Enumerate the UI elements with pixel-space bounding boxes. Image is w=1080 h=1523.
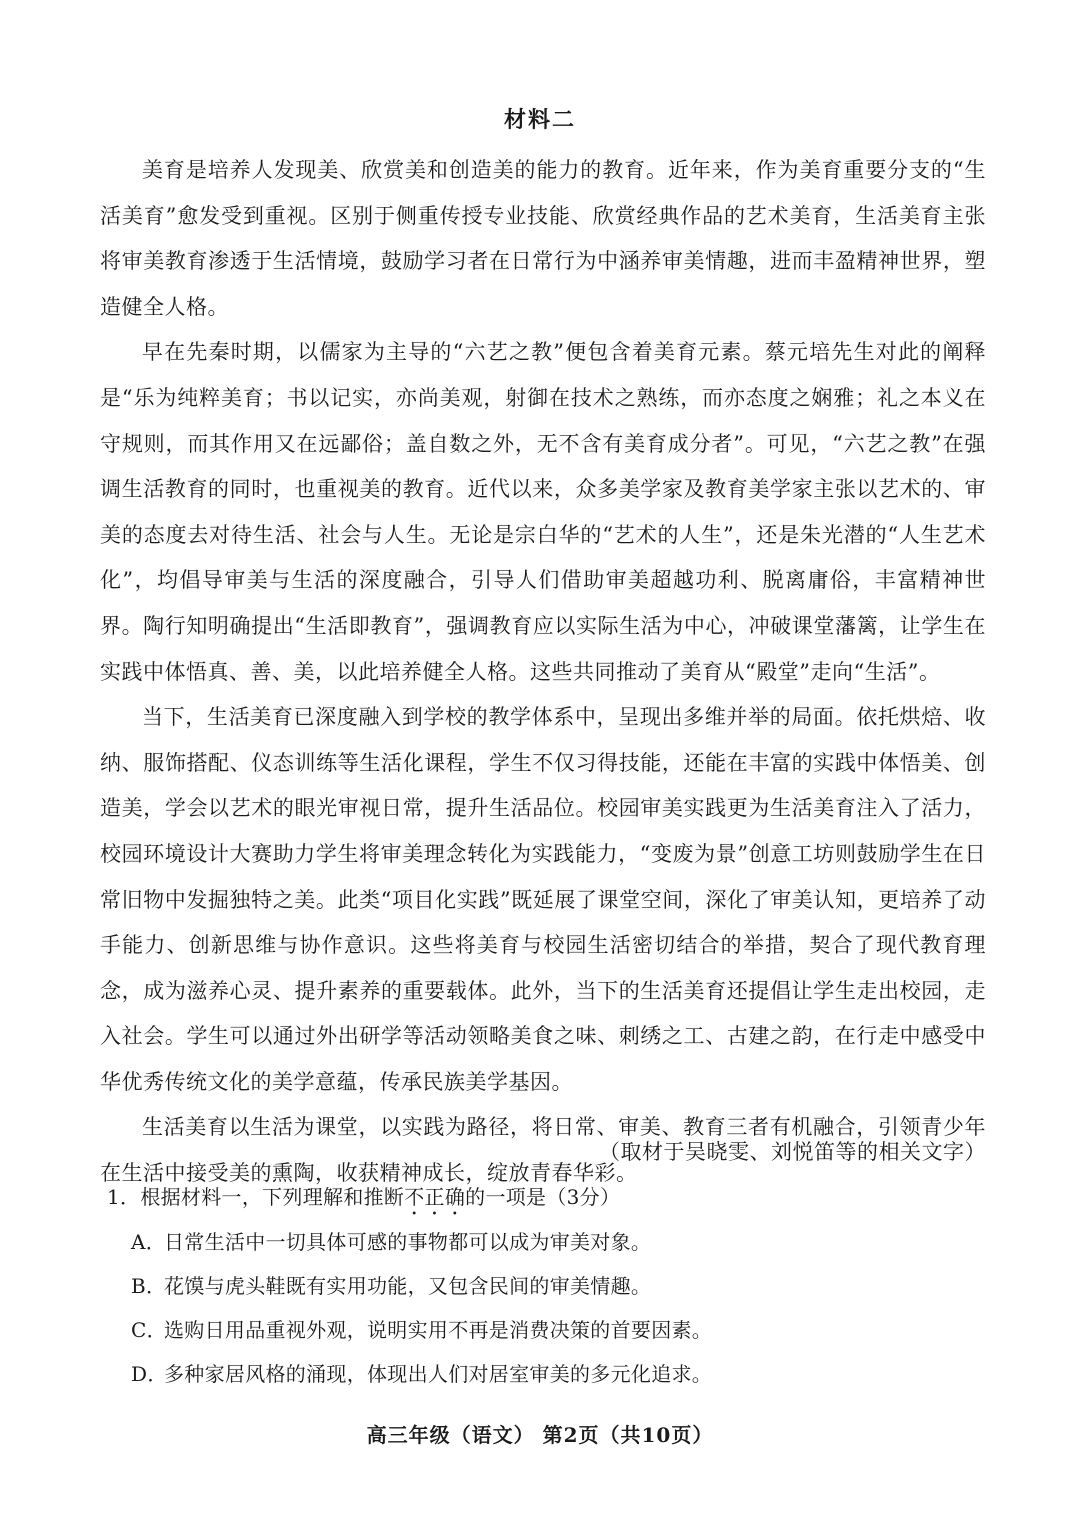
question-emphasis: 不正确: [404, 1185, 466, 1209]
option-b: [131, 1270, 651, 1299]
question-suffix: 的一项是（3分）: [465, 1185, 621, 1209]
option-text: 花馍与虎头鞋既有实用功能，又包含民间的审美情趣。: [164, 1274, 652, 1298]
option-c: [131, 1314, 712, 1343]
passage-body: [100, 148, 986, 1197]
page-footer: 高三年级（语文） 第2页（共10页）: [366, 1423, 714, 1447]
passage-paragraph: 当下，生活美育已深度融入到学校的教学体系中，呈现出多维并举的局面。依托烘焙、收纳、服饰搭配、仪态训练等生活化课程，学生不仅习得技能，还能在丰富的实践中体悟美、创造美，学会以艺术的眼光审视日常，提升生活品位。校园审美实践更为生活美育注入了活力，校园环境设计大赛助力学生将审美理念转化为实践能力，“变废为景”创意工坊则鼓励学生在日常旧物中发掘独特之美。此类“项目化实践”既延展了课堂空间，深化了审美认知，更培养了动手能力、创新思维与协作意识。这些将美育与校园生活密切结合的举措，契合了现代教育理念，成为滋养心灵、提升素养的重要载体。此外，当下的生活美育还提倡让学生走出校园，走入社会。学生可以通过外出研学等活动领略美食之味、刺绣之工、古建之韵，在行走中感受中华优秀传统文化的美学意蕴，传承民族美学基因。: [100, 705, 986, 1094]
question-prefix: 1．根据材料一，下列理解和推断: [107, 1185, 405, 1209]
passage-paragraph: 生活美育以生活为课堂，以实践为路径，将日常、审美、教育三者有机融合，引领青少年在生活中接受美的熏陶，收获精神成长，绽放青春华彩。: [100, 1115, 986, 1186]
passage-paragraph: 早在先秦时期，以儒家为主导的“六艺之教”便包含着美育元素。蔡元培先生对此的阐释是“乐为纯粹美育；书以记实，亦尚美观，射御在技术之熟练，而亦态度之娴雅；礼之本义在守规则，而其作用又在远鄙俗；盖自数之外，无不含有美育成分者”。可见，“六艺之教”在强调生活教育的同时，也重视美的教育。近代以来，众多美学家及教育美学家主张以艺术的、审美的态度去对待生活、社会与人生。无论是宗白华的“艺术的人生”，还是朱光潜的“人生艺术化”，均倡导审美与生活的深度融合，引导人们借助审美超越功利、脱离庸俗，丰富精神世界。陶行知明确提出“生活即教育”，强调教育应以实际生活为中心，冲破课堂藩篱，让学生在实践中体悟真、善、美，以此培养健全人格。这些共同推动了美育从“殿堂”走向“生活”。: [100, 340, 986, 684]
option-text: 多种家居风格的涌现，体现出人们对居室审美的多元化追求。: [164, 1362, 713, 1386]
option-letter: D．: [131, 1362, 168, 1386]
option-a: [131, 1226, 651, 1255]
option-letter: A．: [131, 1230, 167, 1254]
source-citation: （取材于吴晓雯、刘悦笛等的相关文字）: [599, 1140, 986, 1164]
option-d: [131, 1358, 712, 1387]
option-letter: C．: [131, 1318, 167, 1342]
option-letter: B．: [131, 1274, 167, 1298]
option-text: 选购日用品重视外观，说明实用不再是消费决策的首要因素。: [164, 1318, 713, 1342]
section-title: 材料二: [503, 107, 576, 133]
option-text: 日常生活中一切具体可感的事物都可以成为审美对象。: [164, 1230, 652, 1254]
passage-paragraph: 美育是培养人发现美、欣赏美和创造美的能力的教育。近年来，作为美育重要分支的“生活美育”愈发受到重视。区别于侧重传授专业技能、欣赏经典作品的艺术美育，生活美育主张将审美教育渗透于生活情境，鼓励学习者在日常行为中涵养审美情趣，进而丰盈精神世界，塑造健全人格。: [100, 158, 986, 319]
question-stem: [107, 1181, 620, 1220]
